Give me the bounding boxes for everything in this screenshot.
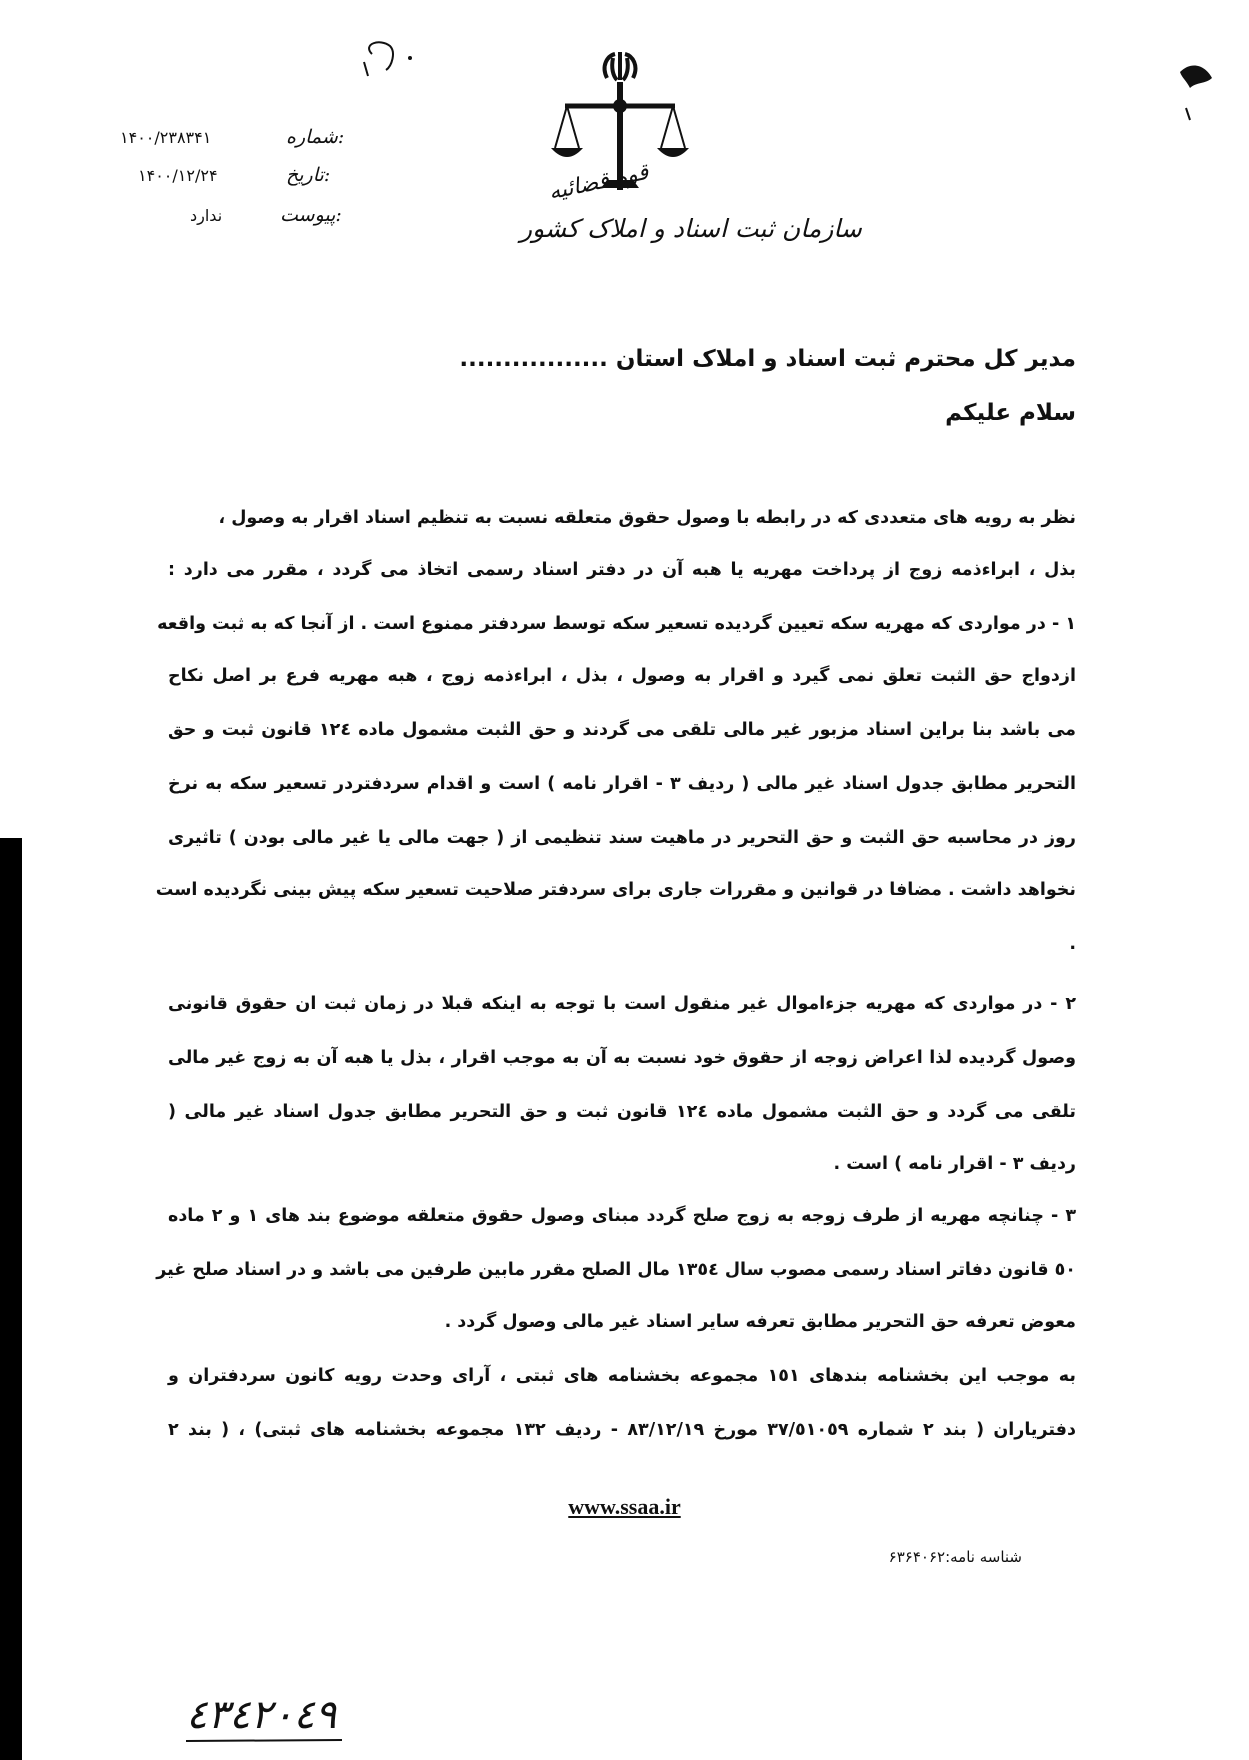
letter-number-value: ۱۴۰۰/۲۳۸۳۴۱ bbox=[120, 128, 212, 147]
body-line: نخواهد داشت . مضافا در قوانین و مقررات جاری برای سردفتر صلاحیت تسعیر سکه پیش بینی نگردیده است bbox=[155, 880, 1076, 900]
body-line: ردیف ٣ - اقرار نامه ) است . bbox=[833, 1154, 1076, 1174]
org-name-registration: سازمان ثبت اسناد و املاک کشور bbox=[520, 214, 862, 243]
greeting: سلام علیکم bbox=[945, 400, 1076, 426]
body-line: . bbox=[1069, 934, 1076, 954]
pen-mark-top bbox=[350, 36, 420, 96]
body-line: روز در محاسبه حق الثبت و حق التحریر در ماهیت سند تنظیمی از ( جهت مالی یا غیر مالی بودن ) تاثیری bbox=[168, 828, 1076, 848]
handwritten-underline bbox=[184, 1736, 344, 1746]
body-line: می باشد بنا براین اسناد مزبور غیر مالی تلقی می گردند و حق الثبت مشمول ماده ١٢٤ قانون ثبت و حق bbox=[168, 720, 1077, 740]
body-line: ۱ - در مواردی که مهریه سکه تعیین گردیده تسعیر سکه توسط سردفتر ممنوع است . از آنجا که به ثبت واقعه bbox=[157, 614, 1076, 634]
letter-attachment-label: پیوست: bbox=[280, 204, 342, 226]
body-line: معوض تعرفه حق التحریر مطابق تعرفه سایر اسناد غیر مالی وصول گردد . bbox=[444, 1312, 1076, 1332]
org-name-judiciary: قوه قضائیه bbox=[546, 159, 651, 206]
letter-date-label: تاریخ: bbox=[286, 164, 331, 186]
body-line: نظر به رویه های متعددی که در رابطه با وصول حقوق متعلقه نسبت به تنظیم اسناد اقرار به وصول ، bbox=[218, 508, 1076, 528]
addressee: مدیر کل محترم ثبت اسناد و املاک استان ................. bbox=[459, 346, 1076, 372]
body-line: التحریر مطابق جدول اسناد غیر مالی ( ردیف ٣ - اقرار نامه ) است و اقدام سردفتردر تسعیر سکه به نرخ bbox=[168, 774, 1076, 794]
body-line: ٢ - در مواردی که مهریه جزءاموال غیر منقول است با توجه به اینکه قبلا در زمان ثبت ان حقوق قانونی bbox=[168, 994, 1076, 1014]
scan-edge-bar bbox=[0, 838, 22, 1760]
body-line: دفتریاران ( بند ٢ شماره ٣٧/٥١٠٥٩ مورخ ٨٣/١٢/١٩ - ردیف ١٣٢ مجموعه بخشنامه های ثبتی) ، ( بند ٢ bbox=[168, 1420, 1076, 1440]
letter-meta bbox=[120, 126, 345, 236]
body-line: بذل ، ابراءذمه زوج از پرداخت مهریه یا هبه آن در دفتر اسناد رسمی اتخاذ می گردد ، مقرر می دارد : bbox=[168, 560, 1076, 580]
body-line: ٥٠ قانون دفاتر اسناد رسمی مصوب سال ١٣٥٤ مال الصلح مقرر مابین طرفین می باشد و در اسناد صلح غیر bbox=[156, 1260, 1076, 1280]
body-line: تلقی می گردد و حق الثبت مشمول ماده ١٢٤ قانون ثبت و حق التحریر مطابق جدول اسناد غیر مالی ( bbox=[168, 1102, 1076, 1122]
website-link[interactable]: www.ssaa.ir bbox=[568, 1494, 681, 1519]
body-line: ازدواج حق الثبت تعلق نمی گیرد و اقرار به وصول ، بذل ، ابراءذمه زوج ، هبه مهریه فرع بر اصل نکاح bbox=[168, 666, 1076, 686]
pen-mark-right bbox=[1172, 58, 1222, 128]
handwritten-number: ٤٣٤٢٠٤٩ bbox=[186, 1692, 337, 1738]
body-line: ٣ - چنانچه مهریه از طرف زوجه به زوج صلح گردد مبنای وصول حقوق متعلقه موضوع بند های ١ و ٢ ماده bbox=[168, 1206, 1076, 1226]
letter-number-label: شماره: bbox=[286, 126, 345, 148]
letter-date-value: ۱۴۰۰/۱۲/۲۴ bbox=[138, 166, 218, 185]
letter-attachment-value: ندارد bbox=[190, 206, 223, 225]
body-line: وصول گردیده لذا اعراض زوجه از حقوق خود نسبت به آن به موجب اقرار ، بذل یا هبه آن به زوج غیر مالی bbox=[168, 1048, 1076, 1068]
letter-id: شناسه نامه:۶۳۶۴۰۶۲ bbox=[888, 1548, 1022, 1566]
body-line: به موجب این بخشنامه بندهای ١٥١ مجموعه بخشنامه های ثبتی ، آرای وحدت رویه کانون سردفتران و bbox=[168, 1366, 1076, 1386]
